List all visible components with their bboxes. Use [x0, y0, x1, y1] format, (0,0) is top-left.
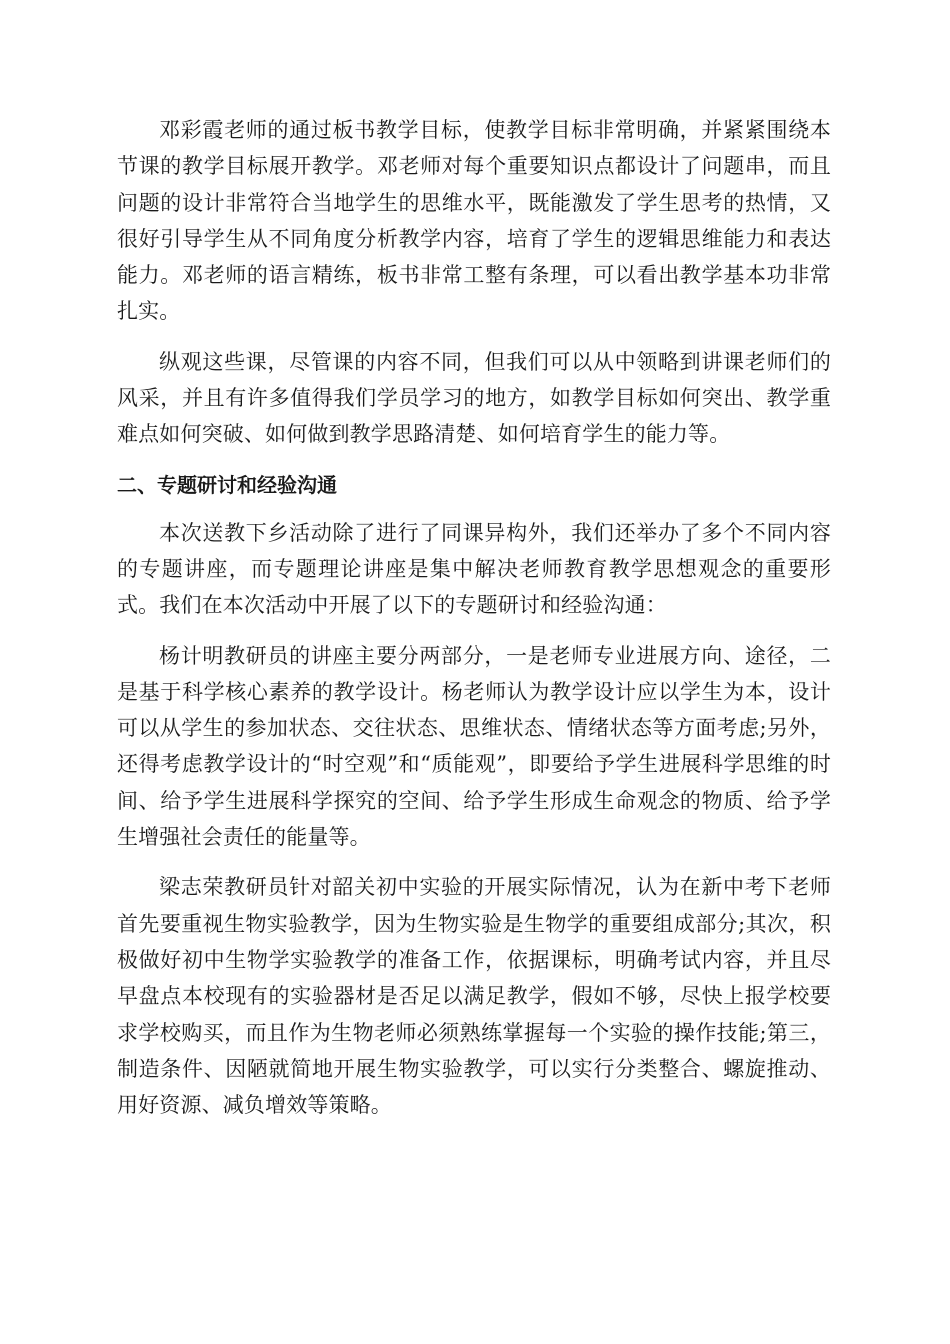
paragraph-section-intro: 本次送教下乡活动除了进行了同课异构外，我们还举办了多个不同内容的专题讲座，而专题理论讲座是集中解决老师教育教学思想观念的重要形式。我们在本次活动中开展了以下的专题研讨和经验沟通： — [117, 520, 831, 618]
section-heading: 二、专题研讨和经验沟通 — [117, 472, 337, 497]
paragraph-overview: 纵观这些课，尽管课的内容不同，但我们可以从中领略到讲课老师们的风采，并且有许多值得我们学员学习的地方，如教学目标如何突出、教学重难点如何突破、如何做到教学思路清楚、如何培育学生的能力等。 — [117, 349, 831, 447]
paragraph-deng-teacher: 邓彩霞老师的通过板书教学目标，使教学目标非常明确，并紧紧围绕本节课的教学目标展开教学。邓老师对每个重要知识点都设计了问题串，而且问题的设计非常符合当地学生的思维水平，既能激发了学生思考的热情，又很好引导学生从不同角度分析教学内容，培育了学生的逻辑思维能力和表达能力。邓老师的语言精练，板书非常工整有条理，可以看出教学基本功非常扎实。 — [117, 118, 831, 324]
paragraph-liang-lecture: 梁志荣教研员针对韶关初中实验的开展实际情况，认为在新中考下老师首先要重视生物实验教学，因为生物实验是生物学的重要组成部分;其次，积极做好初中生物学实验教学的准备工作，依据课标，明确考试内容，并且尽早盘点本校现有的实验器材是否足以满足教学，假如不够，尽快上报学校要求学校购买，而且作为生物老师必须熟练掌握每一个实验的操作技能;第三，制造条件、因陋就简地开展生物实验教学，可以实行分类整合、螺旋推动、用好资源、减负增效等策略。 — [117, 875, 831, 1118]
paragraph-yang-lecture: 杨计明教研员的讲座主要分两部分，一是老师专业进展方向、途径，二是基于科学核心素养的教学设计。杨老师认为教学设计应以学生为本，设计可以从学生的参加状态、交往状态、思维状态、情绪状态等方面考虑;另外，还得考虑教学设计的“时空观”和“质能观”，即要给予学生进展科学思维的时间、给予学生进展科学探究的空间、给予学生形成生命观念的物质、给予学生增强社会责任的能量等。 — [117, 643, 831, 850]
document-page — [117, 112, 831, 1137]
